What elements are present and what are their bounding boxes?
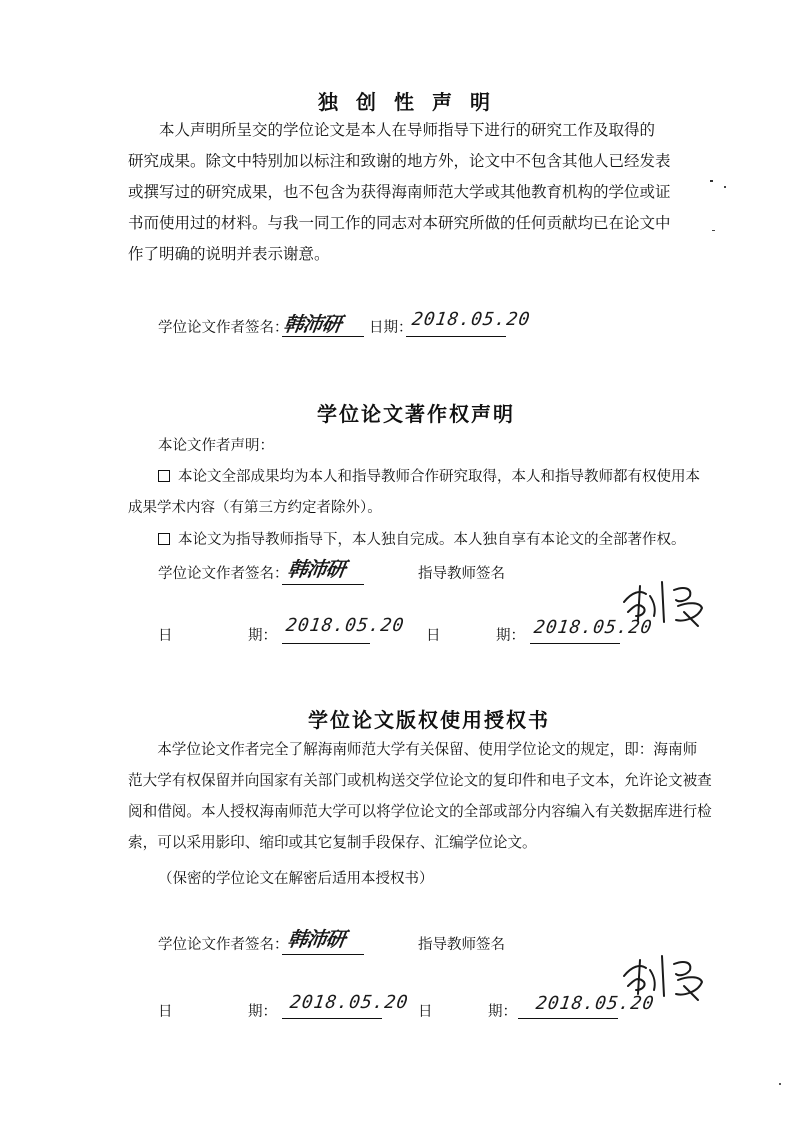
date-ri-label: 日 — [158, 1004, 173, 1020]
author-signature-line — [282, 954, 364, 955]
paragraph-line: 本学位论文作者完全了解海南师范大学有关保留、使用学位论文的规定，即：海南师 — [128, 741, 698, 758]
date-line — [530, 643, 620, 644]
date-line — [406, 336, 506, 337]
date-label: 日期： — [369, 320, 413, 336]
advisor-signature-label: 指导教师签名 — [418, 937, 505, 953]
author-signature-label: 学位论文作者签名： — [158, 937, 289, 953]
checkbox[interactable] — [158, 470, 170, 482]
scan-speck — [712, 230, 715, 231]
paragraph-line: 索，可以采用影印、缩印或其它复制手段保存、汇编学位论文。 — [128, 834, 537, 851]
author-signature: 韩沛研 — [286, 557, 347, 581]
paragraph-line: 书而使用过的材料。与我一同工作的同志对本研究所做的任何贡献均已在论文中 — [128, 214, 671, 232]
copyright-item-2 — [158, 528, 686, 549]
paragraph-line: 或撰写过的研究成果，也不包含为获得海南师范大学或其他教育机构的学位或证 — [128, 183, 671, 201]
advisor-signature-label: 指导教师签名 — [418, 566, 505, 582]
date-qi-label: 期： — [496, 628, 525, 644]
scan-speck — [779, 1083, 781, 1085]
date-line — [282, 643, 370, 644]
license-paragraph — [128, 734, 728, 858]
copyright-item-1-cont: 成果学术内容（有第三方约定者除外）。 — [128, 500, 382, 516]
author-signature-label: 学位论文作者签名： — [158, 566, 289, 582]
author-signature: 韩沛研 — [286, 927, 347, 951]
date-ri-label: 日 — [158, 628, 173, 644]
advisor-date-signature: 2018.05.20 — [532, 617, 654, 638]
date-qi-label: 期： — [488, 1004, 517, 1020]
checkbox[interactable] — [158, 533, 170, 545]
author-date-signature: 2018.05.20 — [284, 615, 406, 636]
originality-title: 独创性声明 — [318, 90, 508, 114]
date-line — [518, 1018, 618, 1019]
date-qi-label: 期： — [248, 1004, 277, 1020]
copyright-intro: 本论文作者声明： — [158, 438, 274, 454]
author-date-signature: 2018.05.20 — [288, 992, 410, 1013]
scan-speck — [710, 180, 713, 182]
date-line — [282, 1018, 382, 1019]
author-signature-line — [282, 584, 364, 585]
date-ri-label: 日 — [426, 628, 441, 644]
author-signature-label: 学位论文作者签名： — [158, 320, 289, 336]
item-text: 本论文为指导教师指导下，本人独自完成。本人独自享有本论文的全部著作权。 — [178, 532, 686, 548]
date-qi-label: 期： — [248, 628, 277, 644]
paragraph-line: 本人声明所呈交的学位论文是本人在导师指导下进行的研究工作及取得的 — [128, 121, 656, 139]
scan-speck — [724, 186, 726, 188]
paragraph-line: 研究成果。除文中特别加以标注和致谢的地方外，论文中不包含其他人已经发表 — [128, 152, 671, 170]
date-signature: 2018.05.20 — [410, 309, 532, 330]
item-text: 本论文全部成果均为本人和指导教师合作研究取得，本人和指导教师都有权使用本 — [178, 469, 700, 485]
copyright-item-1 — [158, 465, 700, 486]
date-ri-label: 日 — [418, 1004, 433, 1020]
advisor-date-signature: 2018.05.20 — [534, 993, 656, 1014]
paragraph-line: 范大学有权保留并向国家有关部门或机构送交学位论文的复印件和电子文本，允许论文被查 — [128, 772, 712, 789]
paragraph-line: 作了明确的说明并表示谢意。 — [128, 245, 330, 263]
license-note: （保密的学位论文在解密后适用本授权书） — [158, 871, 434, 887]
paragraph-line: 阅和借阅。本人授权海南师范大学可以将学位论文的全部或部分内容编入有关数据库进行检 — [128, 803, 712, 820]
license-title: 学位论文版权使用授权书 — [308, 708, 550, 732]
copyright-title: 学位论文著作权声明 — [317, 402, 515, 426]
author-signature: 韩沛研 — [282, 312, 343, 336]
originality-paragraph — [128, 115, 708, 270]
